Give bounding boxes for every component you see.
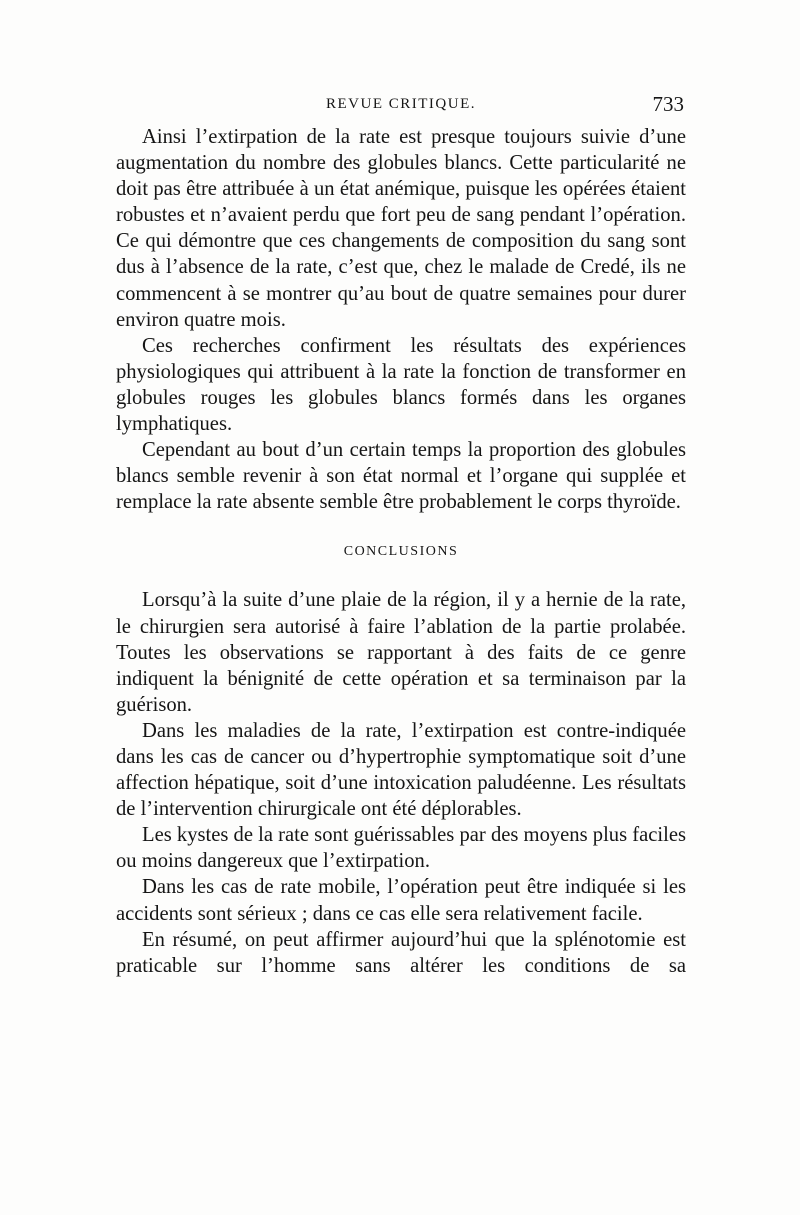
running-head bbox=[118, 92, 684, 122]
section-heading-conclusions: CONCLUSIONS bbox=[343, 544, 459, 560]
running-title: REVUE CRITIQUE. bbox=[326, 96, 476, 112]
paragraph-cysts-conclusion: Les kystes de la rate sont guérissables par des moyens plus faciles ou moins dangereux que l’extirpation. bbox=[116, 824, 686, 873]
paragraph-physiological-research: Ces recherches confirment les résultats des expériences physiologiques qui attribuent à la rate la fonction de transformer en globules rouges les globules blancs formés dans les organes lymphatiques. bbox=[116, 334, 686, 436]
page-number: 733 bbox=[652, 92, 684, 116]
paragraph-thyroid-compensation: Cependant au bout d’un certain temps la proportion des globules blancs semble revenir à son état normal et l’organe qui supplée et remplace la rate absente semble être probablement le corps thyroïde. bbox=[116, 439, 686, 514]
paragraph-hernia-conclusion: Lorsqu’à la suite d’une plaie de la région, il y a hernie de la rate, le chirurgien sera autorisé à faire l’ablation de la partie prolabée. Toutes les observations se rapportant à des faits de ce genre indiquent la bénignité de cette opération et sa terminaison par la guérison. bbox=[116, 589, 686, 716]
body-text bbox=[116, 124, 686, 979]
paragraph-summary: En résumé, on peut affirmer aujourd’hui que la splénotomie est praticable sur l’homme sans altérer les conditions de sa bbox=[116, 928, 686, 977]
paragraph-splenectomy-leukocytes: Ainsi l’extirpation de la rate est presque toujours suivie d’une augmentation du nombre des globules blancs. Cette particularité ne doit pas être attribuée à un état anémique, puisque les opérées étaient robustes et n’avaient perdu que fort peu de sang pendant l’opération. Ce qui démontre que ces changements de composition du sang sont dus à l’absence de la rate, c’est que, chez le malade de Credé, ils ne commencent à se montrer qu’au bout de quatre semaines pour durer environ quatre mois. bbox=[116, 126, 686, 331]
paragraph-mobile-spleen-conclusion: Dans les cas de rate mobile, l’opération peut être indiquée si les accidents sont sérieux ; dans ce cas elle sera relativement facile. bbox=[116, 876, 686, 925]
paragraph-disease-contraindication: Dans les maladies de la rate, l’extirpation est contre-indiquée dans les cas de cancer ou d’hypertrophie symptomatique soit d’une affection hépatique, soit d’une intoxication paludéenne. Les résultats de l’intervention chirurgicale ont été déplorables. bbox=[116, 719, 686, 821]
